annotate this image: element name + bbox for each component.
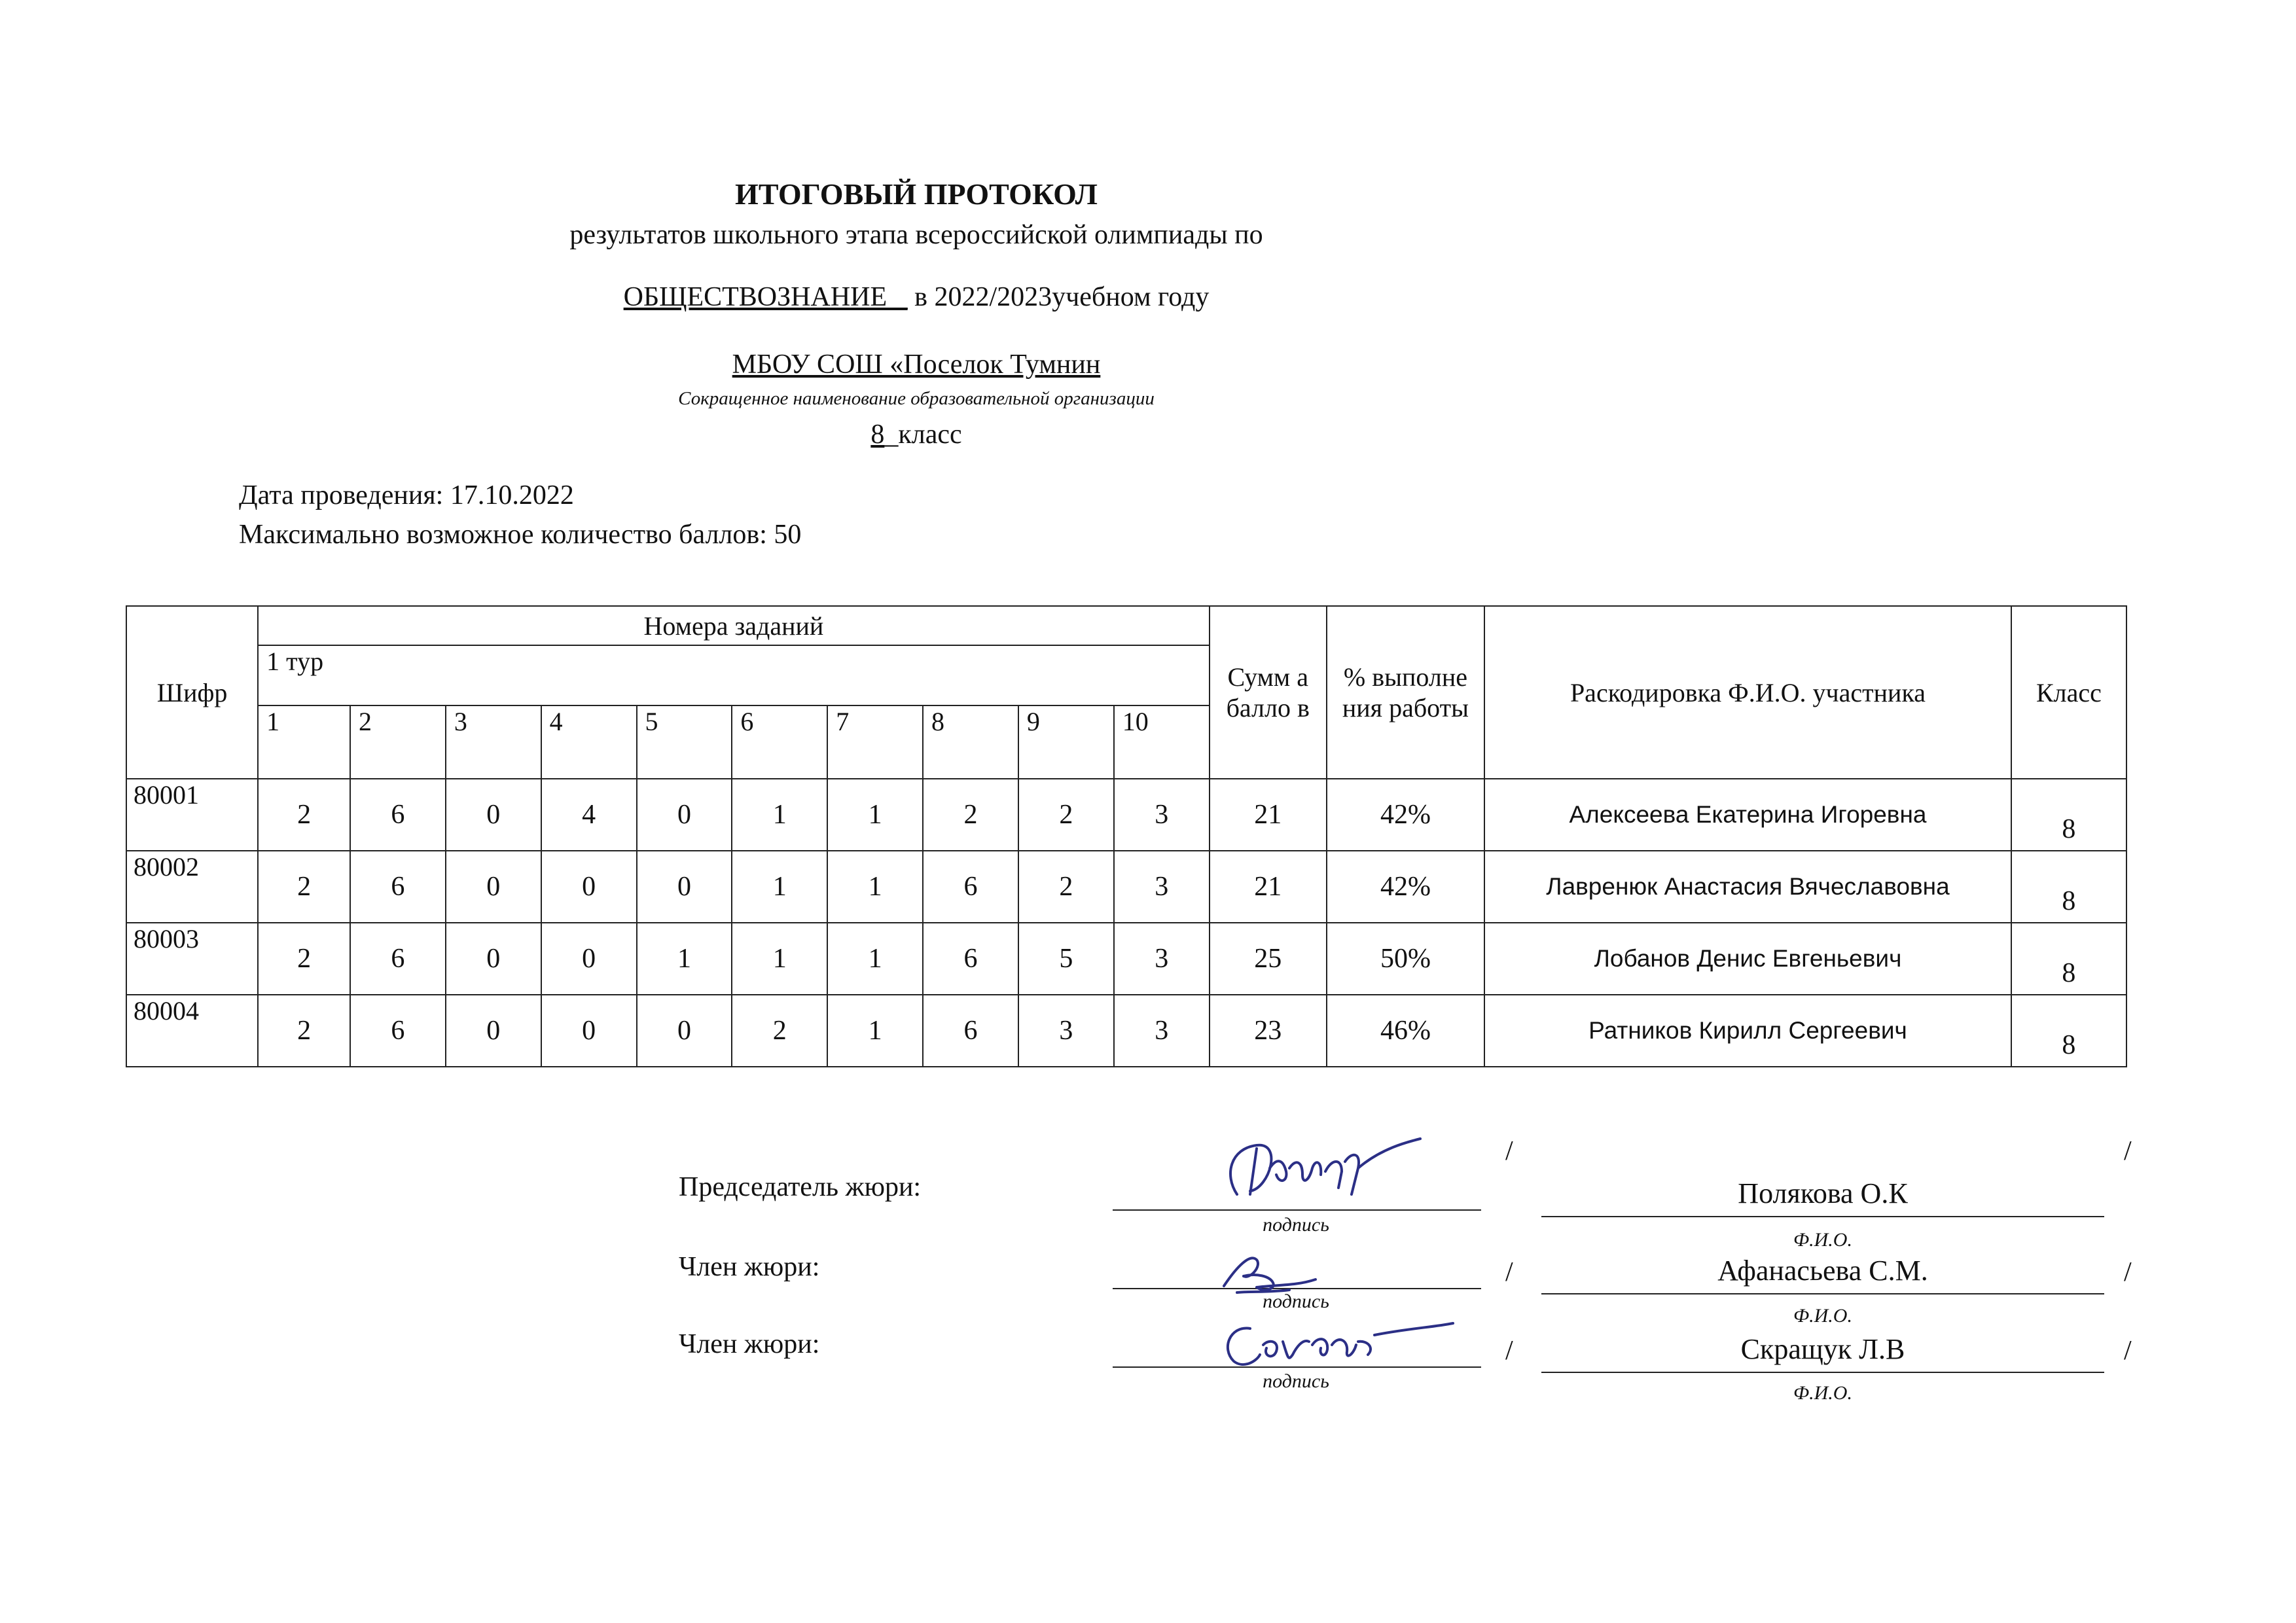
- task-score: 3: [1114, 851, 1210, 923]
- member1-name-line: [1541, 1293, 2104, 1294]
- participant-name: Ратников Кирилл Сергеевич: [1484, 995, 2011, 1067]
- participant-class: 8: [2011, 995, 2126, 1067]
- member1-slash-2: /: [2124, 1257, 2132, 1287]
- col-class-header: Класс: [2011, 606, 2126, 779]
- task-score: 3: [1114, 923, 1210, 995]
- col-tasks-header: Номера заданий: [258, 606, 1210, 645]
- participant-class: 8: [2011, 779, 2126, 851]
- col-code-header: Шифр: [126, 606, 258, 779]
- subject-line: [0, 281, 1833, 313]
- task-score: 3: [1114, 995, 1210, 1067]
- member1-slash-1: /: [1505, 1257, 1513, 1287]
- member2-fio-caption: Ф.И.О.: [1793, 1382, 1852, 1404]
- score-sum: 21: [1210, 779, 1327, 851]
- task-score: 6: [350, 851, 446, 923]
- task-score: 2: [732, 995, 827, 1067]
- task-score: 2: [258, 851, 350, 923]
- protocol-title: ИТОГОВЫЙ ПРОТОКОЛ: [735, 177, 1098, 211]
- member1-label: Член жюри:: [679, 1252, 820, 1282]
- task-score: 1: [732, 779, 827, 851]
- school-line: [0, 349, 1833, 380]
- task-score: 2: [1018, 779, 1114, 851]
- participant-name: Лобанов Денис Евгеньевич: [1484, 923, 2011, 995]
- member2-slash-2: /: [2124, 1336, 2132, 1366]
- member1-name: Афанасьева С.М.: [1717, 1255, 1928, 1287]
- school-caption: Сокращенное наименование образовательной организации: [678, 388, 1155, 409]
- task-score: 1: [827, 923, 923, 995]
- chair-signature: [1211, 1122, 1427, 1221]
- participant-class: 8: [2011, 851, 2126, 923]
- task-score: 6: [923, 851, 1018, 923]
- task-number: 6: [732, 705, 827, 779]
- chair-label: Председатель жюри:: [679, 1172, 922, 1202]
- year-text: в 2022/2023учебном году: [907, 282, 1210, 312]
- task-score: 2: [258, 923, 350, 995]
- max-points: Максимально возможное количество баллов: 50: [239, 520, 802, 550]
- table-row: [126, 923, 2126, 995]
- task-score: 6: [923, 923, 1018, 995]
- score-sum: 25: [1210, 923, 1327, 995]
- task-score: 0: [541, 851, 637, 923]
- task-score: 4: [541, 779, 637, 851]
- chair-slash-1: /: [1505, 1136, 1513, 1166]
- score-sum: 21: [1210, 851, 1327, 923]
- task-number: 8: [923, 705, 1018, 779]
- task-score: 6: [350, 923, 446, 995]
- score-sum: 23: [1210, 995, 1327, 1067]
- score-percent: 50%: [1327, 923, 1484, 995]
- chair-name: Полякова О.К: [1738, 1177, 1908, 1209]
- subject-name: ОБЩЕСТВОЗНАНИЕ _: [623, 282, 908, 312]
- participant-class: 8: [2011, 923, 2126, 995]
- chair-signature-caption: подпись: [1263, 1214, 1329, 1236]
- task-score: 0: [446, 779, 541, 851]
- task-score: 0: [541, 923, 637, 995]
- col-sum-header: Сумм а балло в: [1210, 606, 1327, 779]
- event-date: Дата проведения: 17.10.2022: [239, 480, 574, 510]
- task-score: 2: [258, 779, 350, 851]
- member2-label: Член жюри:: [679, 1329, 820, 1359]
- table-row: [126, 851, 2126, 923]
- task-score: 1: [827, 851, 923, 923]
- task-score: 2: [1018, 851, 1114, 923]
- task-score: 1: [827, 995, 923, 1067]
- task-score: 6: [923, 995, 1018, 1067]
- task-score: 0: [637, 995, 732, 1067]
- score-percent: 42%: [1327, 851, 1484, 923]
- task-score: 0: [446, 923, 541, 995]
- class-number: 8: [870, 419, 885, 450]
- score-percent: 42%: [1327, 779, 1484, 851]
- class-suffix: _класс: [884, 419, 962, 450]
- col-percent-header: % выполне ния работы: [1327, 606, 1484, 779]
- member1-signature-caption: подпись: [1263, 1291, 1329, 1312]
- protocol-subtitle: результатов школьного этапа всероссийской олимпиады по: [569, 220, 1263, 250]
- member2-name: Скращук Л.В: [1740, 1333, 1905, 1365]
- task-score: 0: [446, 995, 541, 1067]
- task-score: 6: [350, 779, 446, 851]
- participant-code: 80004: [126, 995, 258, 1067]
- task-score: 0: [446, 851, 541, 923]
- member2-name-line: [1541, 1372, 2104, 1373]
- task-number: 2: [350, 705, 446, 779]
- task-score: 6: [350, 995, 446, 1067]
- task-number: 7: [827, 705, 923, 779]
- task-score: 1: [732, 851, 827, 923]
- task-score: 1: [827, 779, 923, 851]
- task-number: 9: [1018, 705, 1114, 779]
- task-number: 10: [1114, 705, 1210, 779]
- class-line: [0, 419, 1833, 450]
- task-score: 0: [541, 995, 637, 1067]
- chair-name-line: [1541, 1216, 2104, 1217]
- task-score: 3: [1114, 779, 1210, 851]
- table-row: [126, 779, 2126, 851]
- chair-fio-caption: Ф.И.О.: [1793, 1229, 1852, 1251]
- participant-code: 80002: [126, 851, 258, 923]
- member1-signature: [1211, 1240, 1329, 1299]
- task-number: 3: [446, 705, 541, 779]
- chair-slash-2: /: [2124, 1136, 2132, 1166]
- member1-fio-caption: Ф.И.О.: [1793, 1305, 1852, 1327]
- task-score: 3: [1018, 995, 1114, 1067]
- member2-slash-1: /: [1505, 1336, 1513, 1366]
- task-score: 2: [923, 779, 1018, 851]
- task-score: 0: [637, 779, 732, 851]
- score-percent: 46%: [1327, 995, 1484, 1067]
- participant-code: 80001: [126, 779, 258, 851]
- col-round-header: 1 тур: [258, 645, 1210, 705]
- task-score: 2: [258, 995, 350, 1067]
- task-score: 1: [637, 923, 732, 995]
- task-number: 1: [258, 705, 350, 779]
- task-score: 5: [1018, 923, 1114, 995]
- task-number: 4: [541, 705, 637, 779]
- results-table: [126, 605, 2127, 1067]
- task-score: 0: [637, 851, 732, 923]
- participant-code: 80003: [126, 923, 258, 995]
- table-row: [126, 995, 2126, 1067]
- participant-name: Алексеева Екатерина Игоревна: [1484, 779, 2011, 851]
- task-number: 5: [637, 705, 732, 779]
- col-name-header: Раскодировка Ф.И.О. участника: [1484, 606, 2011, 779]
- participant-name: Лавренюк Анастасия Вячеславовна: [1484, 851, 2011, 923]
- header-row-tasks: [126, 606, 2126, 645]
- task-score: 1: [732, 923, 827, 995]
- member2-signature-caption: подпись: [1263, 1370, 1329, 1392]
- school-name: МБОУ СОШ «Поселок Тумнин: [732, 349, 1101, 380]
- member2-signature: [1211, 1309, 1460, 1374]
